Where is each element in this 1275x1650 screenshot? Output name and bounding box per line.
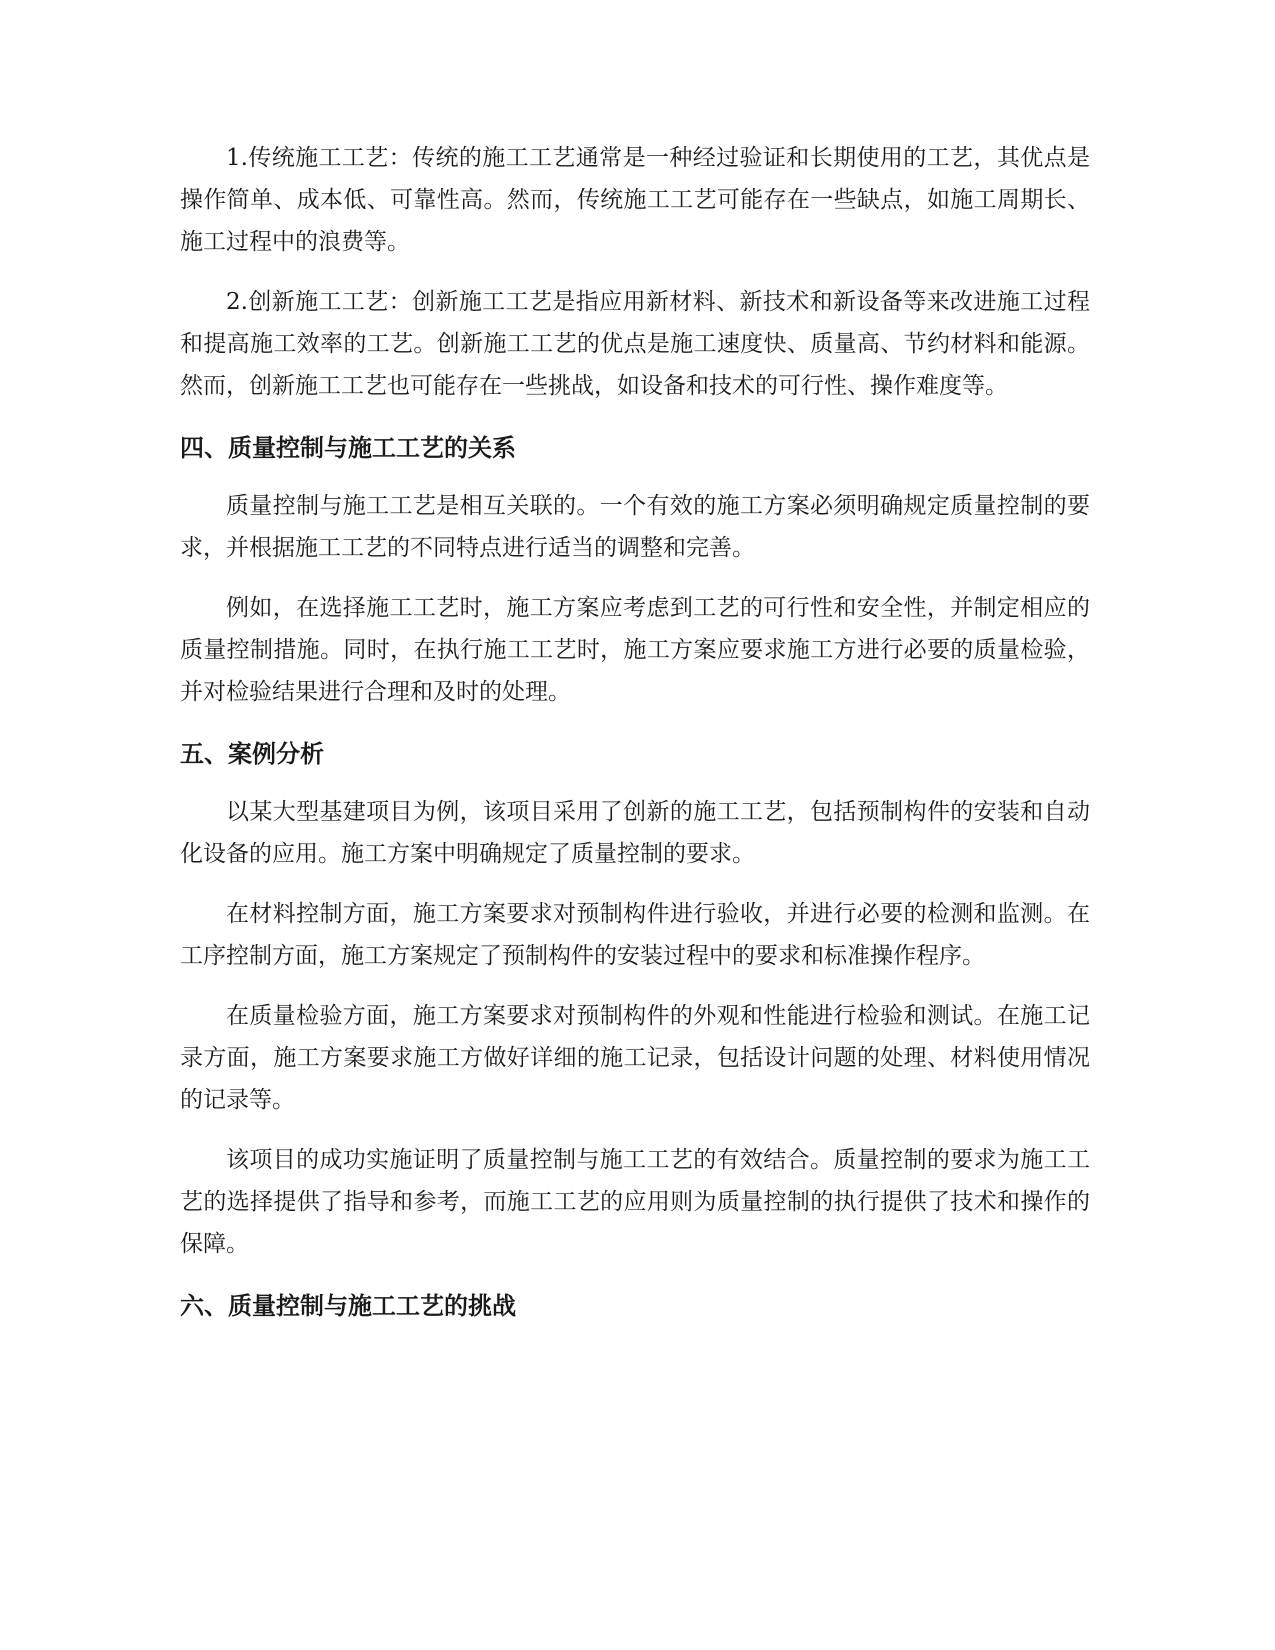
section-heading-5: 五、案例分析: [180, 740, 324, 768]
paragraph-quality-inspection: 在质量检验方面，施工方案要求对预制构件的外观和性能进行检验和测试。在施工记录方面，施工方案要求施工方做好详细的施工记录，包括设计问题的处理、材料使用情况的记录等。: [180, 1003, 1090, 1113]
paragraph-relationship: 质量控制与施工工艺是相互关联的。一个有效的施工方案必须明确规定质量控制的要求，并根据施工工艺的不同特点进行适当的调整和完善。: [180, 493, 1090, 561]
paragraph-innovative-process: 2.创新施工工艺：创新施工工艺是指应用新材料、新技术和新设备等来改进施工过程和提高施工效率的工艺。创新施工工艺的优点是施工速度快、质量高、节约材料和能源。然而，创新施工工艺也可能存在一些挑战，如设备和技术的可行性、操作难度等。: [180, 289, 1090, 399]
document-page: [180, 137, 1090, 1327]
paragraph-case-intro: 以某大型基建项目为例，该项目采用了创新的施工工艺，包括预制构件的安装和自动化设备的应用。施工方案中明确规定了质量控制的要求。: [180, 799, 1090, 867]
paragraph-conclusion: 该项目的成功实施证明了质量控制与施工工艺的有效结合。质量控制的要求为施工工艺的选择提供了指导和参考，而施工工艺的应用则为质量控制的执行提供了技术和操作的保障。: [180, 1147, 1090, 1257]
section-heading-4: 四、质量控制与施工工艺的关系: [180, 434, 516, 462]
paragraph-traditional-process: 1.传统施工工艺：传统的施工工艺通常是一种经过验证和长期使用的工艺，其优点是操作简单、成本低、可靠性高。然而，传统施工工艺可能存在一些缺点，如施工周期长、施工过程中的浪费等。: [180, 145, 1090, 255]
paragraph-example: 例如，在选择施工工艺时，施工方案应考虑到工艺的可行性和安全性，并制定相应的质量控制措施。同时，在执行施工工艺时，施工方案应要求施工方进行必要的质量检验，并对检验结果进行合理和及时的处理。: [180, 595, 1090, 705]
paragraph-material-control: 在材料控制方面，施工方案要求对预制构件进行验收，并进行必要的检测和监测。在工序控制方面，施工方案规定了预制构件的安装过程中的要求和标准操作程序。: [180, 901, 1090, 969]
section-heading-6: 六、质量控制与施工工艺的挑战: [180, 1292, 516, 1320]
